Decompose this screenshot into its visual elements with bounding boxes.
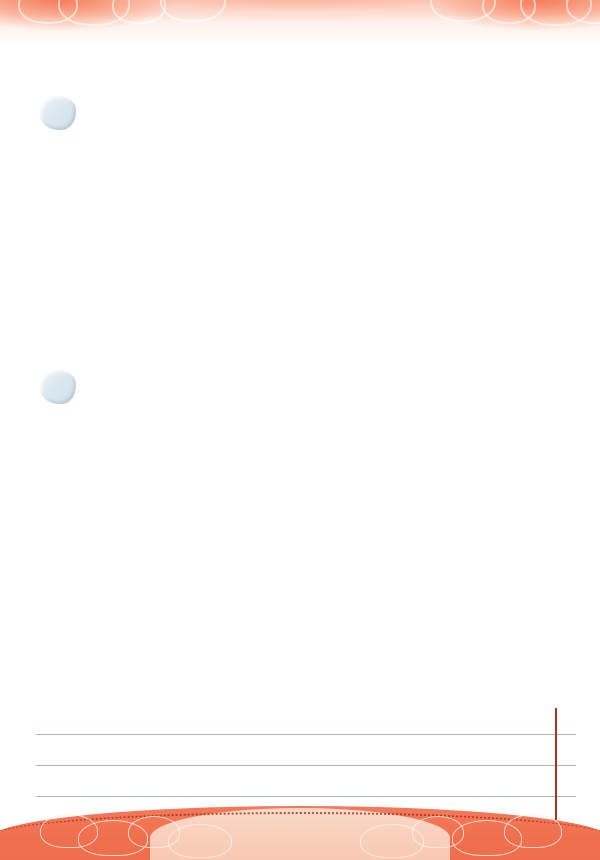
proverb-matching-area [34,424,574,656]
bottom-decorative-border [0,798,600,860]
rhyme-word-grid [34,176,574,356]
exercise-number-badge [40,370,76,404]
ornament-swirl-icon [112,0,166,24]
writing-line[interactable] [36,734,576,735]
ornament-swirl-icon [160,0,226,22]
ornament-swirl-icon [168,824,232,858]
bullet-task [30,668,578,669]
writing-line[interactable] [36,765,576,766]
exercise-number-badge [40,96,76,130]
ornament-swirl-icon [504,814,562,848]
top-decorative-border [0,0,600,46]
